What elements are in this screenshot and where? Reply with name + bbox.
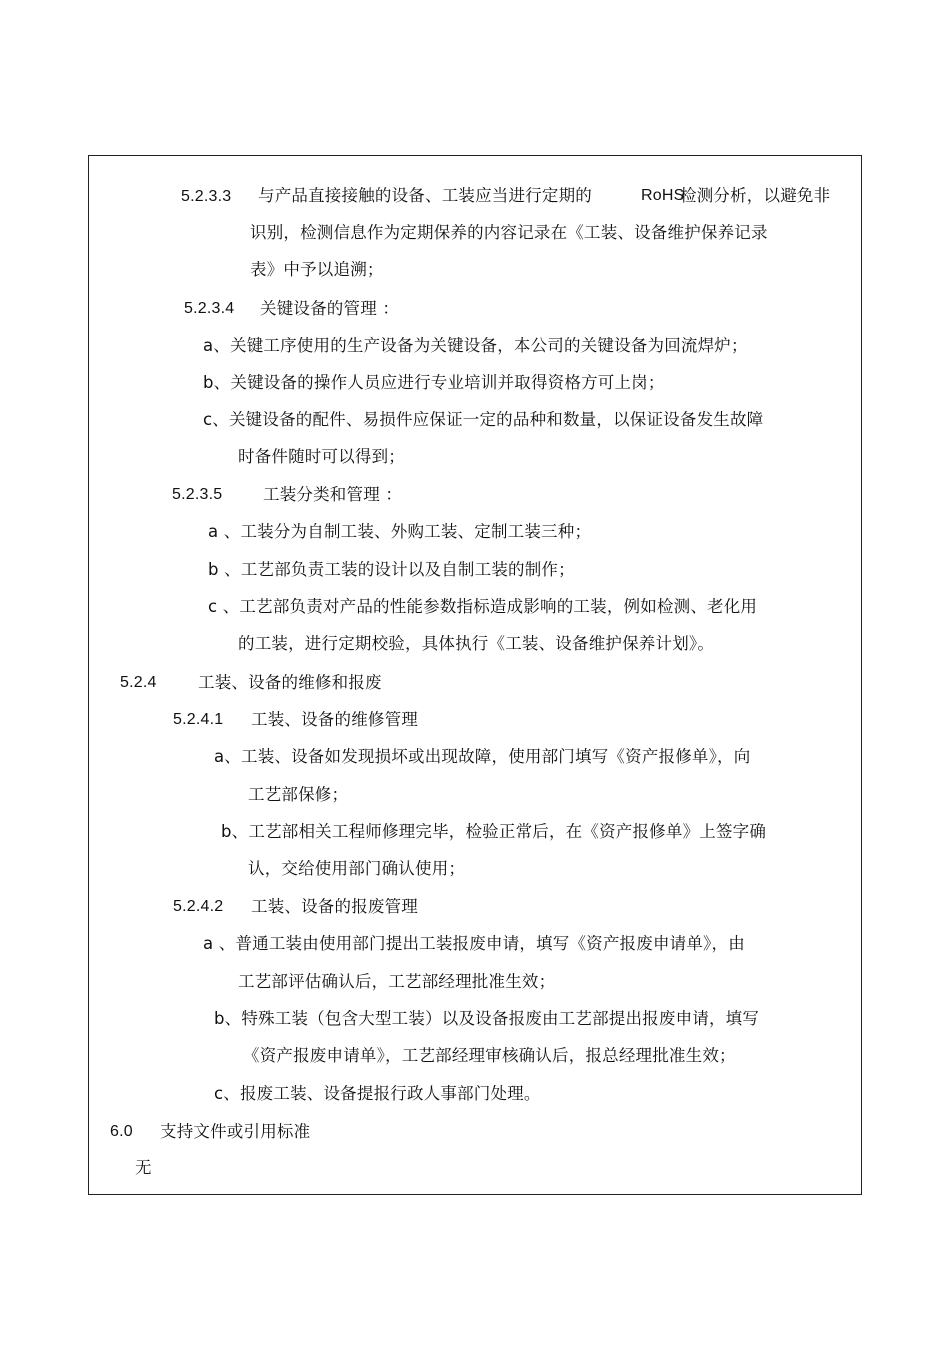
clause-text: 与产品直接接触的设备、工装应当进行定期的 — [258, 186, 592, 205]
list-item: b、工艺部相关工程师修理完毕，检验正常后，在《资产报修单》上签字确 — [221, 822, 767, 841]
list-item: a、关键工序使用的生产设备为关键设备，本公司的关键设备为回流焊炉； — [203, 336, 748, 355]
clause-number: 5.2.3.3 — [181, 188, 232, 205]
clause-number: 5.2.4.2 — [173, 898, 224, 915]
clause-number: 5.2.4.1 — [173, 711, 224, 728]
section-number: 5.2.4 — [120, 674, 157, 691]
list-item: a 、普通工装由使用部门提出工装报废申请，填写《资产报废申请单》，由 — [203, 934, 745, 953]
clause-heading: 关键设备的管理 ： — [260, 299, 400, 318]
list-item-cont: 工艺部保修； — [248, 785, 349, 804]
section-number: 6.0 — [110, 1123, 133, 1140]
list-item-cont: 认，交给使用部门确认使用； — [248, 859, 466, 878]
list-item: a 、工装分为自制工装、外购工装、定制工装三种； — [208, 522, 592, 541]
list-item: b、特殊工装（包含大型工装）以及设备报废由工艺部提出报废申请，填写 — [214, 1009, 760, 1028]
clause-heading: 工装、设备的报废管理 — [251, 897, 418, 916]
list-item: a、工装、设备如发现损坏或出现故障，使用部门填写《资产报修单》，向 — [214, 747, 751, 766]
list-item-cont: 《资产报废申请单》，工艺部经理审核确认后，报总经理批准生效； — [243, 1046, 736, 1065]
list-item: b、关键设备的操作人员应进行专业培训并取得资格方可上岗； — [203, 373, 665, 392]
section-heading: 工装、设备的维修和报废 — [198, 673, 382, 692]
list-item: c、关键设备的配件、易损件应保证一定的品种和数量，以保证设备发生故障 — [203, 410, 764, 429]
clause-5-2-3-3 — [181, 186, 231, 207]
section-body: 无 — [135, 1158, 152, 1177]
list-item: c 、工艺部负责对产品的性能参数指标造成影响的工装，例如检测、老化用 — [208, 597, 758, 616]
clause-text-cont: 表》中予以追溯； — [250, 260, 384, 279]
clause-text-cont: 识别，检测信息作为定期保养的内容记录在《工装、设备维护保养记录 — [250, 223, 768, 242]
clause-heading: 工装、设备的维修管理 — [251, 710, 418, 729]
clause-heading: 工装分类和管理 ： — [263, 485, 403, 504]
list-item-cont: 工艺部评估确认后，工艺部经理批准生效； — [238, 972, 556, 991]
section-heading: 支持文件或引用标准 — [160, 1122, 311, 1141]
list-item-cont: 的工装，进行定期校验，具体执行《工装、设备维护保养计划》。 — [238, 634, 715, 653]
rohs-term: RoHS — [641, 187, 685, 204]
clause-number: 5.2.3.5 — [172, 486, 223, 503]
clause-text-rest: 检测分析，以避免非 — [680, 186, 831, 205]
list-item-cont: 时备件随时可以得到； — [238, 447, 405, 466]
clause-number: 5.2.3.4 — [184, 300, 235, 317]
list-item: b 、工艺部负责工装的设计以及自制工装的制作； — [208, 560, 575, 579]
list-item: c、报废工装、设备提报行政人事部门处理。 — [214, 1084, 541, 1103]
